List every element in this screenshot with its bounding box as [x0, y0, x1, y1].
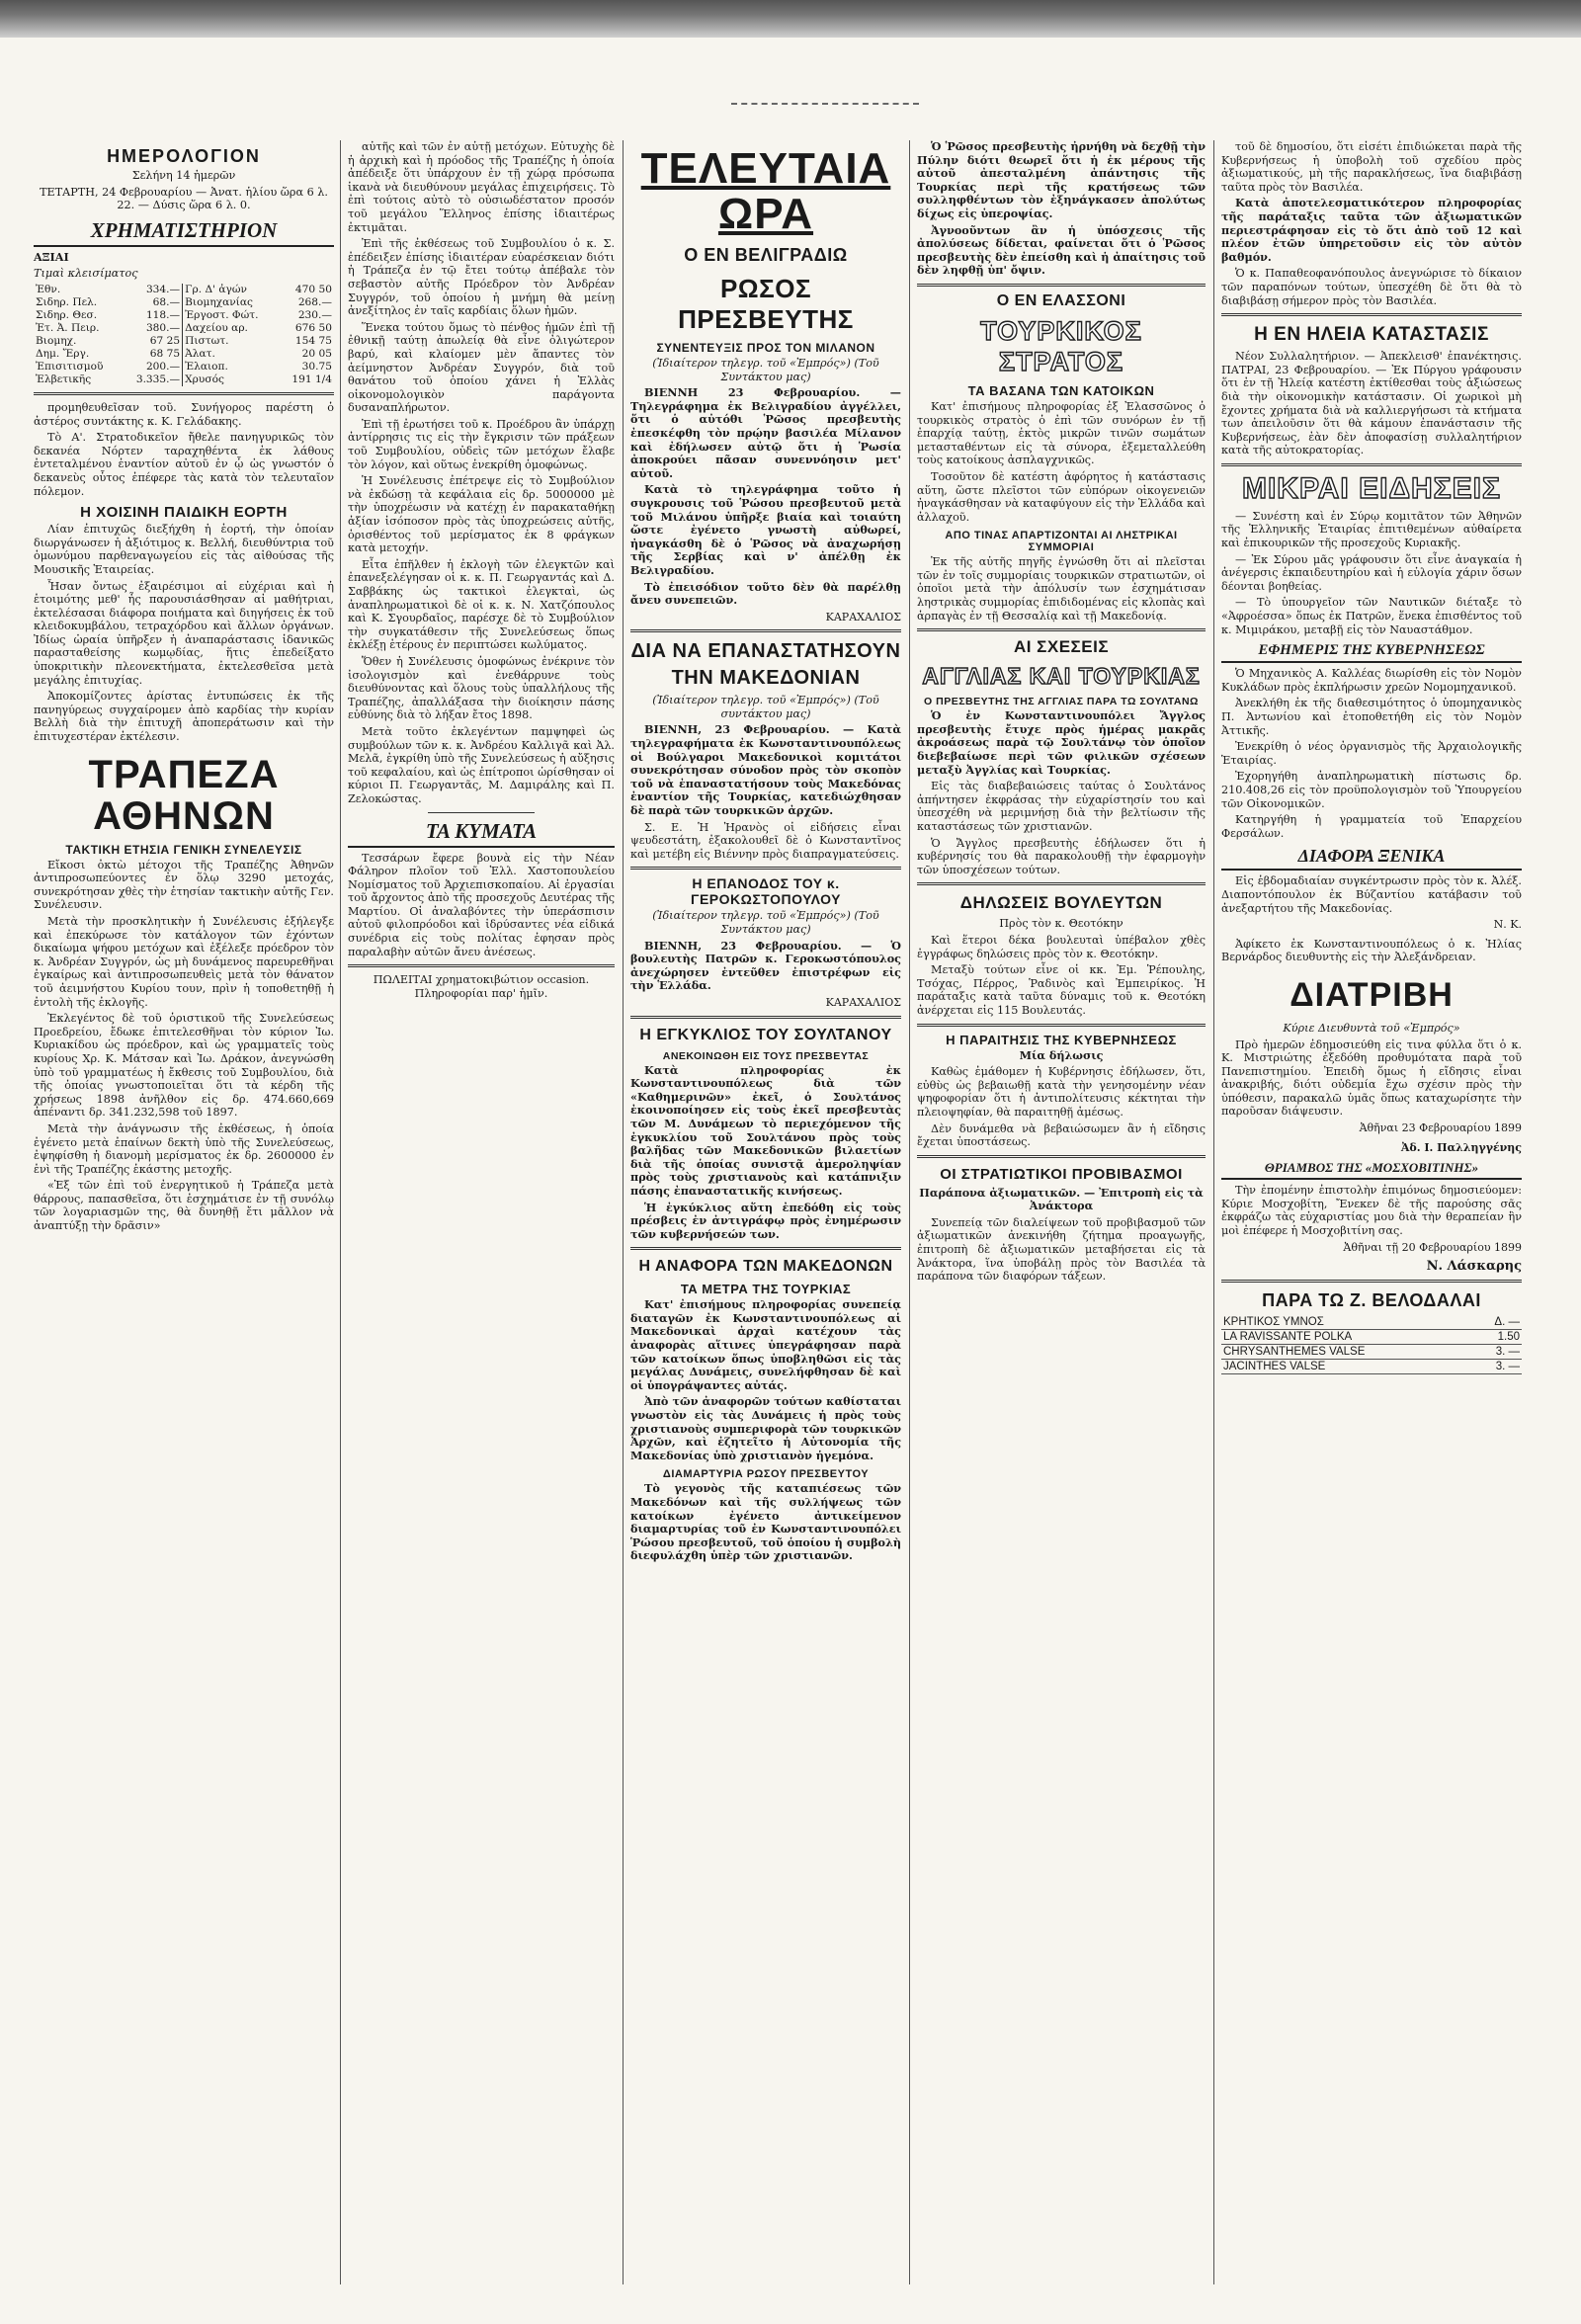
paragraph: Τὸ γεγονὸς τῆς καταπιέσεως τῶν Μακεδόνων καὶ τῆς συλλήψεως τῶν κατοίκων ἐγένετο ἀντικείμενον διαμαρτυρίας τοῦ ἐν Κωνσταντινουπόλει Ῥώσου πρεσβευτοῦ, τοῦ ὁποίου ἡ συμβολὴ διεφυλάχθη ὑπὲρ τῶν χριστιανῶν.: [630, 1481, 901, 1563]
column-4: [911, 140, 1211, 2284]
paragraph: «Ἐξ τῶν ἐπὶ τοῦ ἐνεργητικοῦ ἡ Τράπεζα μετὰ θάρρους, παπασθεῖσα, ὅτι ἐσχημάτισε ἐν τῇ συνόλῳ τῶν λογαριασμῶν της, θὰ δυνηθῇ ἔτι μᾶλλον νὰ ἀναπτύξῃ τὴν δρᾶσιν»: [34, 1179, 334, 1233]
paragraph: Ἐκλεγέντος δὲ τοῦ ὁριστικοῦ τῆς Συνελεύσεως Προεδρείου, ἔδωκε ἐπιτελεσθῆναι τὸν κύριον Ἰω. Κυριακίδου ὡς πρόεδρον, καὶ ὡς γραμματεῖς τοὺς κυρίους Χρ. Κ. Μάτσαν καὶ Ἰω. Δράκον, ἀνεγνώσθη ὑπὸ τοῦ γραμματέως ἡ ἔκθεσις τοῦ Συμβουλίου, διὰ τῆς ὁποίας γνωστοποιεῖται ὅτι τὰ κέρδη τῆς χρήσεως 1898 ἀνῆλθον εἰς δρ. 474.660,669 ἀπέναντι δρ. 341.232,598 τοῦ 1897.: [34, 1012, 334, 1120]
date-line: Σελήνη 14 ἡμερῶν: [131, 169, 236, 182]
paragraph: τοῦ δὲ δημοσίου, ὅτι εἰσέτι ἐπιδιώκεται παρὰ τῆς Κυβερνήσεως ἡ ὑποβολὴ τοῦ σχεδίου πρὸς ἀξιωματικούς, μὴ τῆς παρακλήσεως, ἵνα διαβιβάσῃ ταῦτα πρὸς τὸν Βασιλέα.: [1221, 140, 1522, 194]
heading-sultan: Η ΕΓΚΥΚΛΙΟΣ ΤΟΥ ΣΟΥΛΤΑΝΟΥ: [639, 1026, 892, 1043]
signature: Ἀδ. Ι. Παλληγγένης: [1400, 1140, 1522, 1154]
divider: [428, 812, 535, 813]
market-table: [34, 284, 334, 386]
heading-ilia: Η ΕΝ ΗΛΕΙΑ ΚΑΤΑΣΤΑΣΙΣ: [1254, 324, 1489, 346]
paragraph: Κατ' ἐπισήμους πληροφορίας συνεπείᾳ διαταγῶν ἐκ Κωνσταντινουπόλεως αἱ Μακεδονικαὶ ἀρχαὶ κατέχουν τὰς ἀναφορὰς αἵτινες ὑπεγράφησαν παρὰ τῶν κατοίκων ὅπως ὑποβληθῶσι εἰς τὰς μεγάλας Δυνάμεις, συνελήφθησαν δὲ καὶ οἱ ὑπογράψαντες αὐτάς.: [630, 1297, 901, 1392]
masthead-calendar: ΗΜΕΡΟΛΟΓΙΟΝ: [107, 146, 261, 166]
heading-milan: ΣΥΝΕΝΤΕΥΞΙΣ ΠΡΟΣ ΤΟΝ ΜΙΛΑΝΟΝ: [656, 341, 875, 355]
market-row: [34, 322, 334, 335]
paragraph: Κατὰ ἀποτελεσματικότερον πληροφορίας τῆς παράταξις ταῦτα τῶν ἀξιωματικῶν περιεστράφησαν εἰς τὸ ὅτι ἀπὸ τοῦ 12 καὶ πλέον ἐτῶν ὑπηρετοῦσιν εἰς τὸν αὐτὸν βαθμόν.: [1221, 196, 1522, 264]
heading-robbers: ΑΠΟ ΤΙΝΑΣ ΑΠΑΡΤΙΖΟΝΤΑΙ ΑΙ ΛΗΣΤΡΙΚΑΙ ΣΥΜΜΟΡΙΑΙ: [945, 530, 1178, 554]
paragraph: ΒΙΕΝΝΗ, 23 Φεβρουαρίου. — Ὁ βουλευτὴς Πατρῶν κ. Γεροκωστόπουλος ἀνεχώρησεν ἐντεῦθεν ἐπιστρέφων εἰς τὴν Ἑλλάδα.: [630, 938, 901, 993]
heading-various: ΔΙΑΦΟΡΑ ΞΕΝΙΚΑ: [1221, 846, 1522, 871]
market-stock-value: 68.—: [152, 295, 181, 308]
paragraph: Νέον Συλλαλητήριον. — Ἀπεκλεισθ' ἐπανέκτησις. ΠΑΤΡΑΙ, 23 Φεβρουαρίου. — Ἐκ Πύργου γράφουσιν ὅτι ἐν τῇ Ἠλείᾳ κατέστη ἐκτίθεσθαι τοὺς ἀξιώσεως διὰ τὴν οἰκονομικὴν κατάστασιν. Οἱ χωρικοὶ μὴ ἔχοντες χρήματα διὰ νὰ καλλιεργήσωσι τὰ κτήματα των ἀπειλοῦσιν ὅτι θὰ κάμουν ἐπανάστασιν τῆς Κυβερνήσεως, ἐὰν δὲν ἀποφασίσῃ συλλαλητήριον κατὰ τῆς αὐτοκρατορίας.: [1221, 350, 1522, 457]
divider: [630, 629, 901, 632]
market-stock-name: Ἀλατ.: [183, 348, 280, 361]
market-stock-value: 334.—: [145, 283, 181, 295]
paragraph: Εἰς ἑβδομαδιαίαν συγκέντρωσιν πρὸς τὸν κ. Ἀλέξ. Διαποντόπουλον ἐκ Βύζαντίου κατάβασιν τοῦ ἀνεξαρτήτου τῆς Μακεδονίας.: [1221, 874, 1522, 915]
heading-bank-sub: ΤΑΚΤΙΚΗ ΕΤΗΣΙΑ ΓΕΝΙΚΗ ΣΥΝΕΛΕΥΣΙΣ: [65, 842, 302, 857]
heading-turkish-army: ΤΟΥΡΚΙΚΟΣ ΣΤΡΑΤΟΣ: [980, 315, 1142, 376]
signature: ΚΑΡΑΧΑΛΙΟΣ: [825, 610, 901, 623]
top-scan-band: [0, 0, 1581, 38]
heading-moschovitini: ΘΡΙΑΜΒΟΣ ΤΗΣ «ΜΟΣΧΟΒΙΤΙΝΗΣ»: [1221, 1160, 1522, 1180]
paragraph: Ἀφίκετο ἐκ Κωνσταντινουπόλεως ὁ κ. Ἠλίας Βερνάρδος διευθυντὴς εἰς τὴν Ἀλεξάνδρειαν.: [1221, 937, 1522, 964]
signature-date: Ἀθῆναι 23 Φεβρουαρίου 1899: [1359, 1121, 1522, 1135]
market-stock-name: Ἐτ. Ἀ. Πειρ.: [36, 321, 100, 334]
heading-mps: ΔΗΛΩΣΕΙΣ ΒΟΥΛΕΥΤΩΝ: [959, 893, 1163, 913]
paragraph: Ὁ Μηχανικὸς Α. Καλλέας διωρίσθη εἰς τὸν Νομὸν Κυκλάδων πρὸς ἐκπλήρωσιν χρεῶν Νομομηχανικοῦ.: [1221, 667, 1522, 694]
music-row: [1221, 1315, 1522, 1330]
divider: [348, 964, 615, 967]
heading-russian-protest: ΔΙΑΜΑΡΤΥΡΙΑ ΡΩΣΟΥ ΠΡΕΣΒΕΥΤΟΥ: [662, 1468, 870, 1481]
paragraph: Ἐνεκρίθη ὁ νέος ὀργανισμὸς τῆς Ἀρχαιολογικῆς Ἑταιρίας.: [1221, 740, 1522, 767]
paragraph: Ἐχορηγήθη ἀναπληρωματικὴ πίστωσις δρ. 210.408,26 εἰς τὸν προϋπολογισμὸν τοῦ Ὑπουργείου τῶν Οἰκονομικῶν.: [1221, 770, 1522, 810]
paragraph: Τοσοῦτον δὲ κατέστη ἀφόρητος ἡ κατάστασις αὕτη, ὥστε πλεῖστοι τῶν εὐπόρων οἰκογενειῶν ἠναγκάσθησαν νὰ καταφύγουν εἰς τὴν Ἑλλάδα καὶ ἀλλαχοῦ.: [917, 469, 1206, 524]
divider: [917, 882, 1206, 885]
divider: [630, 1247, 901, 1250]
market-stock-value: 380.—: [145, 321, 181, 334]
top-dashed-rule: [731, 103, 919, 117]
market-stock-value: 118.—: [145, 308, 181, 321]
music-title: ΚΡΗΤΙΚΟΣ ΥΜΝΟΣ: [1221, 1315, 1471, 1330]
paragraph: Μεταξὺ τούτων εἶνε οἱ κκ. Ἐμ. Ῥέπουλης, Τσόχας, Πέρρος, Ῥαδινὸς καὶ Ἐμπειρίκος. Ἡ παράταξις κατὰ ταῦτα δύναμις τοῦ κ. Θεοτόκη ἀνέρχεται εἰς 115 Βουλευτάς.: [917, 963, 1206, 1017]
market-stock-value: 20 05: [301, 347, 332, 360]
music-row: [1221, 1344, 1522, 1359]
paragraph: Τεσσάρων ἔφερε βουνὰ εἰς τὴν Νέαν Φάληρον πλοῖον τοῦ Ἑλλ. Χαστοπουλείου Νομίσματος τοῦ Ἀρχιεπισκοπαίου. Αἱ ἐργασίαι τοῦ ἄρχοντος ἀπὸ τῆς προσεχοῦς Δευτέρας τῆς Μαρτίου. Οἱ ἀναλαβόντες τὴν ὑπεράσπισιν αὐτοῦ φιλοπρόοδοι καὶ ἱδρύσαντες νέα εἰδικά συνέδρια εἰς τοὺς πολίτας ἐφησαν πρὸς παραλαβὴν αὐτῶν ἄνευ ἀνέσεως.: [348, 851, 615, 958]
paragraph: προμηθευθεῖσαν τοῦ. Συνήγορος παρέστη ὁ ἀστέρος συντάκτης κ. Κ. Γελάδακης.: [34, 400, 334, 428]
paragraph: Ἀνεκλήθη ἐκ τῆς διαθεσιμότητος ὁ ὑπομηχανικὸς Π. Ἀντωνίου καὶ ἐτοποθετήθη εἰς τὸν Νομὸν Ἀττικῆς.: [1221, 697, 1522, 737]
divider: [917, 284, 1206, 287]
column-5: [1215, 140, 1528, 2284]
heading-soldiers: ΟΙ ΣΤΡΑΤΙΩΤΙΚΟΙ ΠΡΟΒΙΒΑΣΜΟΙ: [940, 1165, 1183, 1183]
market-stock-name: Βιομηχ.: [36, 334, 77, 347]
market-stock-name: Δημ. Ἔργ.: [36, 347, 90, 360]
paragraph: Καθὼς ἐμάθομεν ἡ Κυβέρνησις ἐδήλωσεν, ὅτι, εὐθὺς ὡς βεβαιωθῇ κατὰ τὴν γενησομένην νέαν ψηφοφορίαν ὅτι ἡ ἀντιπολίτευσις κέκτηται τὴν πλειοψηφίαν, θὰ παραιτηθῇ ἀμέσως.: [917, 1065, 1206, 1119]
paragraph: Μετὰ τὴν προσκλητικὴν ἡ Συνέλευσις ἐξήλεγξε καὶ ἐπεκύρωσε τὸν κατάλογον τῶν ἐχόντων δικαίωμα ψήφου μετόχων καὶ ἐξέλεξε πρόεδρον τὸν κ. Ἀνδρέαν Συγγρόν, ὡς μὴ δυνάμενος παρευρεθῆναι ἐγκαίρως καὶ ἀντιπροσωπευθεὶς μετὰ τὸν θάνατον τοῦ ἀειμνήστου Κυρίου τουν, πρὶν ἡ τοποθετηθῇ ἡ ἐντολὴ τῆς ἐκλογῆς.: [34, 915, 334, 1009]
music-price-list: [1221, 1315, 1522, 1374]
signature: Ν. Κ.: [1493, 918, 1522, 932]
music-row: [1221, 1359, 1522, 1373]
heading-resign: Η ΠΑΡΑΙΤΗΣΙΣ ΤΗΣ ΚΥΒΕΡΝΗΣΕΩΣ: [946, 1032, 1177, 1047]
music-price: 3. —: [1471, 1344, 1522, 1359]
market-stock-value: 154 75: [294, 334, 332, 347]
paragraph: Τὴν ἐπομένην ἐπιστολὴν ἐπιμόνως δημοσιεύομεν: Κύριε Μοσχοβίτη, Ἔνεκεν δὲ τῆς παρούσης σᾶς ἐκφράζω τὰς εὐχαριστίας μου διὰ τὴν θεραπείαν ἣν μοὶ ἐπέφερε ἡ Μοσχοβιτίνη σας.: [1221, 1184, 1522, 1238]
divider: [917, 1155, 1206, 1158]
paragraph: Ἡ Συνέλευσις ἐπέτρεψε εἰς τὸ Συμβούλιον νὰ ἐκδώσῃ τὰ κεφάλαια εἰς δρ. 5000000 μὲ τὴν ὑποχρέωσιν νὰ κατέχῃ ἐν παρακαταθήκῃ ἀξίαν ἰσόποσον πρὸς τὰς ὑποχρεώσεις αὐτῆς, ὁρισθέντος τοῦ μερίσματος ἐκ 8 φράγκων κατὰ μετοχήν.: [348, 474, 615, 555]
byline: (Ἰδιαίτερον τηλεγρ. τοῦ «Ἐμπρός») (Τοῦ Συντάκτου μας): [652, 357, 879, 383]
column-3: [624, 140, 907, 2284]
heading-mps-sub: Πρὸς τὸν κ. Θεοτόκην: [999, 917, 1123, 931]
market-stock-value: 191 1/4: [291, 373, 332, 385]
market-title: ΧΡΗΜΑΤΙΣΤΗΡΙΟΝ: [34, 218, 334, 247]
heading-macedonia: ΤΗΝ ΜΑΚΕΔΟΝΙΑΝ: [671, 667, 861, 690]
paragraph: Κατηργήθη ἡ γραμματεία τοῦ Ἐπαρχείου Φερσάλων.: [1221, 813, 1522, 840]
heading-elasson-sub: ΤΑ ΒΑΣΑΝΑ ΤΩΝ ΚΑΤΟΙΚΩΝ: [967, 382, 1155, 398]
market-stock-name: Σιδηρ. Θεσ.: [36, 308, 98, 321]
divider: [630, 867, 901, 870]
paragraph: Συνεπείᾳ τῶν διαλείψεων τοῦ προβιβασμοῦ τῶν ἀξιωματικῶν ἀνεκινήθη ζήτημα προαγωγῆς, ἐπιτροπὴ δὲ ἀξιωματικῶν μεταβήσεται εἰς τὰ Ἀνάκτορα, ἵνα ὑποβάλῃ πρὸς τὸν Βασιλέα τὰ παράπονα τῶν διαφόρων τάξεων.: [917, 1215, 1206, 1284]
market-stock-name: Χρυσός: [183, 374, 280, 386]
market-row: [34, 335, 334, 348]
signature: Ν. Λάσκαρης: [1426, 1259, 1522, 1275]
paragraph: Τὸ ἐπεισόδιον τοῦτο δὲν θὰ παρέλθῃ ἄνευ συνεπειῶν.: [630, 579, 901, 608]
market-row: [34, 361, 334, 374]
divider: [630, 1016, 901, 1019]
market-row: [34, 309, 334, 322]
market-row: [34, 374, 334, 386]
heading-gov-gazette: ΕΦΗΜΕΡΙΣ ΤΗΣ ΚΥΒΕΡΝΗΣΕΩΣ: [1221, 642, 1522, 663]
paragraph: Ὁ Ἄγγλος πρεσβευτὴς ἐδήλωσεν ὅτι ἡ κυβέρνησίς του θὰ παρακολουθῇ τὴν ἐφαρμογὴν τῶν ὑποσχέσεων τούτων.: [917, 836, 1206, 876]
heading-music-shop: ΠΑΡΑ ΤΩ Ζ. ΒΕΛΟΔΑΛΑΙ: [1262, 1289, 1481, 1310]
market-stock-name: Βιομηχανίας: [183, 296, 280, 309]
paragraph: Ὁ Ῥῶσος πρεσβευτὴς ἠρνήθη νὰ δεχθῇ τὴν Πύλην διότι θεωρεῖ ὅτι ἡ ἐκ μέρους τῆς αὐτοῦ ἀπεσταλμένη ἀπάντησις τῆς Τουρκίας περὶ τῆς κρατήσεως τῶν συλληφθέντων τὸν ἐξηνάγκασεν ἀπολύτως δίχως εἰς ὑπεροψίας.: [917, 140, 1206, 220]
ad-line: ΠΩΛΕΙΤΑΙ χρηματοκιβώτιον occasion. Πληροφορίαι παρ' ἡμῖν.: [373, 973, 590, 1000]
music-title: LA RAVISSANTE POLKA: [1221, 1329, 1471, 1344]
paragraph: Σ. Ε. Ἡ Ἡρανὸς οἱ εἰδήσεις εἶναι ψευδεστάτη, ἐξακολουθεῖ δὲ ὁ Κωνσταντῖνος καὶ μετέβη εἰς Βιέννην πρὸς διαπραγματεύσεις.: [630, 820, 901, 861]
market-stock-name: Ἑλβετικῆς: [36, 373, 92, 385]
date-line: ΤΕΤΑΡΤΗ, 24 Φεβρουαρίου — Ἀνατ. ἡλίου ὥρα 6 λ. 22. — Δύσις ὥρα 6 λ. 0.: [40, 185, 328, 212]
market-stock-value: 470 50: [294, 283, 332, 295]
music-price: 1.50: [1471, 1329, 1522, 1344]
paragraph: — Τὸ ὑπουργεῖον τῶν Ναυτικῶν διέταξε τὸ «Ἀφροέσσα» ὅπως ἐκ Πατρῶν, ἕνεκα ἐπισθέντος τοῦ κ. Μιμιράκου, μεταβῇ εἰς τὸν Ναυαστάθμον.: [1221, 596, 1522, 636]
market-stock-name: Ἐπισιτισμοῦ: [36, 360, 104, 373]
heading-elasson: Ο ΕΝ ΕΛΑΣΣΟΝΙ: [996, 291, 1126, 309]
column-2: [342, 140, 621, 2284]
market-stock-value: 230.—: [297, 308, 332, 321]
market-subtitle: ΑΞΙΑΙ: [34, 249, 69, 264]
heading-sultan-sub: ΑΝΕΚΟΙΝΩΘΗ ΕΙΣ ΤΟΥΣ ΠΡΕΣΒΕΥΤΑΣ: [662, 1049, 870, 1062]
divider: [1221, 463, 1522, 466]
paragraph: Κατ' ἐπισήμους πληροφορίας ἐξ Ἐλασσῶνος ὁ τουρκικὸς στρατὸς ὁ ἐπὶ τῶν συνόρων ἐν τῇ ἐπαρχίᾳ ταύτῃ, ἐκτὸς μικρῶν τινῶν σωμάτων μετασταθέντων εἰς τὰ σύνορα, ἐξεμεταλλεύθη τοὺς κατοίκους ἀσπλαγχνικῶς.: [917, 399, 1206, 467]
music-row: [1221, 1329, 1522, 1344]
heading-bank: ΤΡΑΠΕΖΑ ΑΘΗΝΩΝ: [88, 752, 280, 838]
column-rule: [1213, 140, 1214, 2284]
heading-resign-sub: Μία δήλωσις: [1019, 1047, 1104, 1062]
paragraph: Ἡ ἐγκύκλιος αὕτη ἐπεδόθη εἰς τοὺς πρέσβεις ἐν ἀντιγράφῳ πρὸς ἐνημέρωσιν τῶν κυβερνήσεών των.: [630, 1200, 901, 1241]
market-stock-name: Ἐργοστ. Φώτ.: [183, 309, 280, 322]
heading-soldiers-sub: Παράπονα ἀξιωματικῶν. — Ἐπιτροπὴ εἰς τὰ Ἀνάκτορα: [919, 1185, 1204, 1213]
music-price: Δ. —: [1471, 1315, 1522, 1330]
market-stock-name: Ἐθν.: [36, 283, 61, 295]
heading-return: Η ΕΠΑΝΟΔΟΣ ΤΟΥ κ. ΓΕΡΟΚΩΣΤΟΠΟΥΛΟΥ: [691, 875, 841, 908]
paragraph: Πρὸ ἡμερῶν ἐδημοσιεύθη εἰς τινα φύλλα ὅτι ὁ κ. Κ. Μιστριώτης ἐξεδόθη προθυμότατα παρὰ τοῦ Πανεπιστημίου. Ἐπειδὴ ὅμως ἡ εἴδησις εἶναι ἀνακριβής, διότι οὐδεμία ἔχω σχέσιν πρὸς τὴν ὑπόθεσιν, παρακαλῶ ὑμᾶς ὅπως καταχωρίσητε τὴν παροῦσαν διάψευσιν.: [1221, 1038, 1522, 1119]
heading-measures: ΤΑ ΜΕΤΡΑ ΤΗΣ ΤΟΥΡΚΙΑΣ: [680, 1282, 852, 1297]
paragraph: Ἐπὶ τῆς ἐκθέσεως τοῦ Συμβουλίου ὁ κ. Σ. ἐπέδειξεν ἐπίσης ἰδιαιτέραν εὐαρέσκειαν διότι ἡ Τράπεζα ἐν τῷ ἔτει τούτῳ ἀπέβαλε τὸν σεβαστὸν αὐτῆς Πρόεδρον τὸν Ἀνδρέαν Συγγρόν, τοῦ ὁποίου ἡ μνήμη θὰ μείνῃ ἀνεξίτηλος ἐν ταῖς καρδίαις ὅλων ἡμῶν.: [348, 237, 615, 318]
paragraph: Ὁ κ. Παπαθεοφανόπουλος ἀνεγνώρισε τὸ δίκαιον τῶν παραπόνων τούτων, ὑπεσχέθη δὲ ὅτι θὰ τὸ διαβιβάσῃ σήμερον πρὸς τὸν Βασιλέα.: [1221, 267, 1522, 307]
paragraph: Δὲν δυνάμεθα νὰ βεβαιώσωμεν ἂν ἡ εἴδησις ἔχεται ὑποστάσεως.: [917, 1121, 1206, 1149]
paragraph: Εἶτα ἐπῆλθεν ἡ ἐκλογὴ τῶν ἐλεγκτῶν καὶ ἐπανεξελέγησαν οἱ κ. κ. Π. Γεωργαντάς καὶ Δ. Σαββάκης ὡς τακτικοὶ ἐλεγκταὶ, ὡς ἀναπληρωματικοὶ δὲ οἱ κ. κ. Ν. Χατζόπουλος καὶ Κ. Σγουρδαῖος, παρέσχε δὲ τὸ Συμβούλιον τὴν συγκατάθεσιν τῆς Συνελεύσεως ὅπως ἐκλέξῃ ἑτέρους ἐν περιπτώσει κωλύματος.: [348, 557, 615, 652]
paragraph: Κατὰ πληροφορίας ἐκ Κωνσταντινουπόλεως διὰ τῶν «Καθημερινῶν» ἐκεῖ, ὁ Σουλτάνος ἐκοινοποίησεν εἰς τοὺς ἐκεῖ πρεσβευτὰς τῶν Μ. Δυνάμεων τὸ περιεχόμενον τῆς ἐγκυκλίου τοῦ Σουλτάνου πρὸς τοὺς βαλῆδας τῶν Μακεδονικῶν βιλαετίων διὰ τῆς ὁποίας συνιστᾷ ἀμεροληψίαν πρὸς τοὺς χριστιανοὺς καὶ κατάπνιξιν πάσης ἐπαναστατικῆς κινήσεως.: [630, 1062, 901, 1198]
music-title: JACINTHES VALSE: [1221, 1359, 1471, 1373]
signature-date: Ἀθῆναι τῇ 20 Φεβρουαρίου 1899: [1343, 1240, 1522, 1254]
market-row: [34, 284, 334, 296]
music-price: 3. —: [1471, 1359, 1522, 1373]
paragraph: ΒΙΕΝΝΗ, 23 Φεβρουαρίου. — Κατὰ τηλεγραφήματα ἐκ Κωνσταντινουπόλεως οἱ Βούλγαροι Μακεδονικοὶ κομιτάτοι συνεκρότησαν σύνοδον πρὸς τὸν σκοπὸν τοῦ νὰ ἐπαναστατήσουν τοὺς Μακεδόνας ἐναντίον τῆς Τουρκίας, κατεδιώχθησαν δὲ παρὰ τῶν τουρκικῶν ἀρχῶν.: [630, 722, 901, 818]
paragraph: Μετὰ τὴν ἀνάγνωσιν τῆς ἐκθέσεως, ἡ ὁποία ἐγένετο μετὰ ἐπαίνων δεκτὴ ὑπὸ τῆς Συνελεύσεως, ἐψηφίσθη ἡ διανομὴ μερίσματος ἐκ δρ. 2600000 ἐν ἑνὶ τῆς Τραπέζης ἑκάστης μετοχῆς.: [34, 1121, 334, 1176]
letter-greeting: Κύριε Διευθυντὰ τοῦ «Ἐμπρός»: [1283, 1021, 1460, 1035]
heading-festival: Η ΧΟΙΣΙΝΗ ΠΑΙΔΙΚΗ ΕΟΡΤΗ: [80, 504, 288, 522]
market-stock-name: Πιστωτ.: [183, 335, 280, 348]
paragraph: Ἀπὸ τῶν ἀναφορῶν τούτων καθίσταται γνωστὸν εἰς τὰς Δυνάμεις ἡ πρὸς τοὺς χριστιανοὺς συμπεριφορὰ τῶν τουρκικῶν Ἀρχῶν, καὶ ἐζητεῖτο ἡ Αὐτονομία τῆς Μακεδονίας ὑπὸ χριστιανὸν ἡγεμόνα.: [630, 1394, 901, 1462]
paragraph: — Συνέστη καὶ ἐν Σύρῳ κομιτᾶτον τῶν Ἀθηνῶν τῆς Ἑλληνικῆς Ἐταιρίας ἐπιτιθεμένων αὐθαίρετα καὶ ἐπικουρικῶν τῆς προσεχοῦς Κυριακῆς.: [1221, 509, 1522, 550]
heading-short-news: ΜΙΚΡΑΙ ΕΙΔΗΣΕΙΣ: [1241, 471, 1502, 505]
market-stock-value: 30.75: [301, 360, 332, 373]
paragraph: Ἦσαν ὄντως ἐξαιρέσιμοι αἱ εὐχέριαι καὶ ἡ ἑτοιμότης μεθ' ἧς παρουσιάσθησαν αἱ μαθήτριαι, ἐκτελέσασαι διάφορα ποιήματα καὶ διηγήσεις ἐκ τοῦ κλειδοκυμβάλου, τετραχόρδου καὶ ἄλλων ὀργάνων. Ἰδίως ὡραία ὑπῆρξεν ἡ ἀναπαράστασις ἰδανικῶς παρασταθείσης κωμῳδίας, ἥτις ἐπεδείξατο ὑποκριτικὴν πλεονεκτήματα, ἐκτελεσθεῖσα μετὰ μεγάλης ἐπιτυχίας.: [34, 579, 334, 687]
paragraph: Εἰς τὰς διαβεβαιώσεις ταύτας ὁ Σουλτάνος ἀπήντησεν ἐκφράσας τὴν εὐχαρίστησίν του καὶ ὑπεσχέθη νὰ μεριμνήσῃ διὰ τὴν βελτίωσιν τῆς καταστάσεως τῶν χριστιανῶν.: [917, 780, 1206, 833]
paragraph: Ἀγνοοῦντων ἂν ἡ ὑπόσχεσις τῆς ἀπολύσεως δίδεται, φαίνεται ὅτι ὁ Ῥῶσος πρεσβευτὴς δὲν ἐπείσθη καὶ ἡ ἀπαίτησις τοῦ δὲν ληφθῇ ὑπ' ὄψιν.: [917, 222, 1206, 278]
market-stock-value: 67 25: [149, 334, 181, 347]
market-row: [34, 348, 334, 361]
paragraph: Καὶ ἕτεροι δέκα βουλευταὶ ὑπέβαλον χθὲς ἐγγράφως δηλώσεις πρὸς τὸν κ. Θεοτόκην.: [917, 933, 1206, 960]
market-intro: Τιμαὶ κλεισίματος: [34, 267, 138, 281]
byline: (Ἰδιαίτερον τηλεγρ. τοῦ «Ἐμπρός») (Τοῦ Συντάκτου μας): [652, 909, 879, 936]
column-rule: [623, 140, 624, 2284]
paragraph: Λίαν ἐπιτυχῶς διεξήχθη ἡ ἑορτή, τὴν ὁποίαν διωργάνωσεν ἡ ἀξιότιμος κ. Βελλή, διευθύντρια τοῦ ὁμωνύμου παρθεναγωγείου εἰς τὰς αἰθούσας τῆς Μουσικῆς Ἑταιρείας.: [34, 523, 334, 576]
heading-relations: ΑΙ ΣΧΕΣΕΙΣ: [1013, 637, 1110, 657]
heading-macedonia: ΔΙΑ ΝΑ ΕΠΑΝΑΣΤΑΤΗΣΟΥΝ: [630, 640, 901, 663]
market-stock-name: Γρ. Δ' ἀγών: [183, 284, 280, 296]
paragraph: Τὸ Α'. Στρατοδικεῖον ἤθελε πανηγυρικῶς τὸν δεκανέα Νόρτεν ταραχηθέντα ἐκ λάθους ἐντεταλμένου ἐναντίον αὐτοῦ ἐν ᾧ ὡς γνωστόν ὁ δεκανεὺς οὗτος ἐπέφερε τὰς κατὰ τὸν τελευταῖον πόλεμον.: [34, 431, 334, 498]
market-row: [34, 296, 334, 309]
divider: [917, 628, 1206, 631]
paragraph: ΒΙΕΝΝΗ 23 Φεβρουαρίου. — Τηλεγράφημα ἐκ Βελιγραδίου ἀγγέλλει, ὅτι ὁ αὐτόθι Ῥῶσος πρεσβευτὴς ἐπεσκέφθη τὸν πρῴην βασιλέα Μίλανον καὶ ἐδήλωσεν αὐτῷ ὅτι ἡ Ῥωσία ἀποκρούει πᾶσαν συνεννόησιν μετ' αὐτοῦ.: [630, 385, 901, 480]
paragraph: Μετὰ τοῦτο ἐκλεγέντων παμψηφεὶ ὡς συμβούλων τῶν κ. κ. Ἀνδρέου Καλλιγᾶ καὶ Ἀλ. Μελᾶ, ἐγκρίθη ὑπὸ τῆς Συνελεύσεως ἡ αὔξησις τοῦ κεφαλαίου, καὶ ὡς ἐπίτροποι ὡρίσθησαν οἱ κύριοι Π. Γεωργαντᾶς, Μ. Δαμιράλης καὶ Π. Ζελοκώστας.: [348, 724, 615, 805]
market-stock-value: 200.—: [145, 360, 181, 373]
column-1: [28, 140, 340, 2284]
market-stock-value: 68 75: [149, 347, 181, 360]
heading-england-sub: Ο ΠΡΕΣΒΕΥΤΗΣ ΤΗΣ ΑΓΓΛΙΑΣ ΠΑΡΑ ΤΩ ΣΟΥΛΤΑΝΩ: [924, 696, 1199, 708]
paragraph: — Ἐκ Σύρου μᾶς γράφουσιν ὅτι εἶνε ἀναγκαία ἡ ἀνέγερσις ἐκπαιδευτηρίου καὶ ἡ εὐλογία χάριν ὅσων δέονται βοηθείας.: [1221, 552, 1522, 593]
heading-england-turkey: ΑΓΓΛΙΑΣ ΚΑΙ ΤΟΥΡΚΙΑΣ: [922, 663, 1201, 690]
column-rule: [340, 140, 341, 2284]
paragraph: αὐτῆς καὶ τῶν ἐν αὐτῇ μετόχων. Εὐτυχὴς δὲ ἡ ἀρχικὴ καὶ ἡ πρόοδος τῆς Τραπέζης ἡ ὁποία ἀπέδειξε ὅτι ὑπάρχουν ἐν τῇ χώρᾳ πρόσωπα ἱκανὰ νὰ διευθύνουν μεγάλας ἐπιχειρήσεις. Τὸ ἐπὶ τούτοις αὐτὸ τὸ οὐσιωδέστατον προσόν τοῦ μεγάλου Ἕλληνος ἐπίσης ἰδιαιτέρως ἐκτιμᾶται.: [348, 140, 615, 234]
market-stock-value: 676 50: [294, 321, 332, 334]
heading-belgrade: Ο ΕΝ ΒΕΛΙΓΡΑΔΙΩ: [684, 245, 848, 265]
divider: [917, 1024, 1206, 1027]
paragraph: Ὅθεν ἡ Συνέλευσις ὁμοφώνως ἐνέκρινε τὸν ἰσολογισμὸν καὶ ἐνεθάρρυνε τοὺς διευθύνοντας καὶ ὅλους τοὺς ὑπαλλήλους τῆς Τραπέζης, ἀπαλλάξασα τὴν διοίκησιν πάσης εὐθύνης διὰ τὸ λήξαν ἔτος 1898.: [348, 654, 615, 722]
heading-report: Η ΑΝΑΦΟΡΑ ΤΩΝ ΜΑΚΕΔΟΝΩΝ: [638, 1258, 893, 1276]
market-stock-value: 268.—: [297, 295, 332, 308]
market-stock-name: Ἐλαιοπ.: [183, 361, 280, 374]
market-stock-name: Σιδηρ. Πελ.: [36, 295, 98, 308]
market-stock-value: 3.335.—: [135, 373, 181, 385]
paragraph: Κατὰ τὸ τηλεγράφημα τοῦτο ἡ συγκρουσις τοῦ Ῥώσου πρεσβευτοῦ μετὰ τοῦ Μιλάνου ὑπῆρξε βιαία καὶ τοιαύτη ὥστε ἐγένετο γνωστὴ αὐθωρεί, ἠναγκάσθη δὲ ὁ Ῥῶσος νὰ ἀναχωρήσῃ τῆς Σερβίας καὶ ν' ἀπέλθῃ ἐκ Βελιγραδίου.: [630, 482, 901, 577]
paragraph: Ἕνεκα τούτου ὅμως τὸ πένθος ἡμῶν ἐπὶ τῇ ἐθνικῇ ταύτῃ ἀπωλείᾳ θὰ εἶνε ὀλιγώτερον βαρύ, καὶ κλαίομεν μὲν ἅπαντες τὸν ἀείμνηστον Ἀνδρέαν Συγγρόν, διὰ τοῦ θανάτου τοῦ ὁποίου χάνει ἡ Ἑλλὰς οἰκονομολογικὸν παράγοντα δυσαναπλήρωτον.: [348, 320, 615, 415]
divider: [34, 392, 334, 395]
byline: (Ἰδιαίτερον τηλεγρ. τοῦ «Ἐμπρός») (Τοῦ συντάκτου μας): [652, 694, 879, 720]
music-title: CHRYSANTHEMES VALSE: [1221, 1344, 1471, 1359]
market-stock-name: Δαχείου αρ.: [183, 322, 280, 335]
paragraph: Ἀποκομίζοντες ἀρίστας ἐντυπώσεις ἐκ τῆς πανηγύρεως συγχαίρομεν ἀπὸ καρδίας τὴν κυρίαν Βελλὴ διὰ τὴν ἐπιτυχῆ ἀποπεράτωσιν καὶ τὴν ἐπιτυχεστέραν ἐκτέλεσιν.: [34, 690, 334, 744]
paragraph: Ἐπὶ τῇ ἐρωτήσει τοῦ κ. Προέδρου ἂν ὑπάρχῃ ἀντίρρησις τις εἰς τὴν ἔγκρισιν τῶν πράξεων τοῦ Συμβουλίου, οὐδεὶς τῶν μετόχων ἔλαβε τὸν λόγον, καὶ οὕτως ἐνεκρίθη ὁμοφώνως.: [348, 417, 615, 471]
heading-kymata: ΤΑ ΚΥΜΑΤΑ: [348, 819, 615, 848]
divider: [1221, 1280, 1522, 1283]
paragraph: Ὁ ἐν Κωνσταντινουπόλει Ἄγγλος πρεσβευτὴς ἔτυχε πρὸς ἡμέρας μακρᾶς ἀκροάσεως παρὰ τῷ Σουλτάνῳ τὸν ὁποῖον διεβεβαίωσε περὶ τῶν φιλικῶν σχέσεων μεταξὺ Ἀγγλίας καὶ Τουρκίας.: [917, 708, 1206, 777]
column-rule: [909, 140, 910, 2284]
heading-diatribe: ΔΙΑΤΡΙΒΗ: [1290, 975, 1454, 1014]
heading-last-hour: ΤΕΛΕΥΤΑΙΑ ΩΡΑ: [640, 144, 891, 238]
divider: [1221, 313, 1522, 316]
signature: ΚΑΡΑΧΑΛΙΟΣ: [825, 995, 901, 1009]
paragraph: Εἴκοσι ὀκτὼ μέτοχοι τῆς Τραπέζης Ἀθηνῶν ἀντιπροσωπεύοντες ἐν ὅλῳ 3290 μετοχάς, συνεκρότησαν χθὲς τὴν ἐτησίαν τακτικὴν αὐτῆς Γεν. Συνέλευσιν.: [34, 858, 334, 912]
heading-ambassador: ΡΩΣΟΣ ΠΡΕΣΒΕΥΤΗΣ: [678, 274, 854, 334]
paragraph: Ἐκ τῆς αὐτῆς πηγῆς ἐγνώσθη ὅτι αἱ πλεῖσται τῶν ἐν τοῖς συμμορίαις τουρκικῶν στρατιωτῶν, οἱ ὁποῖοι μετὰ τὴν ἀπόλυσίν των ἐσχημάτισαν ληστρικὰς συμμορίας ἐπιδιδομένας εἰς κλοπὰς καὶ ἁρπαγὰς ἐν τῇ Θεσσαλίᾳ καὶ τῇ Μακεδονίᾳ.: [917, 555, 1206, 622]
